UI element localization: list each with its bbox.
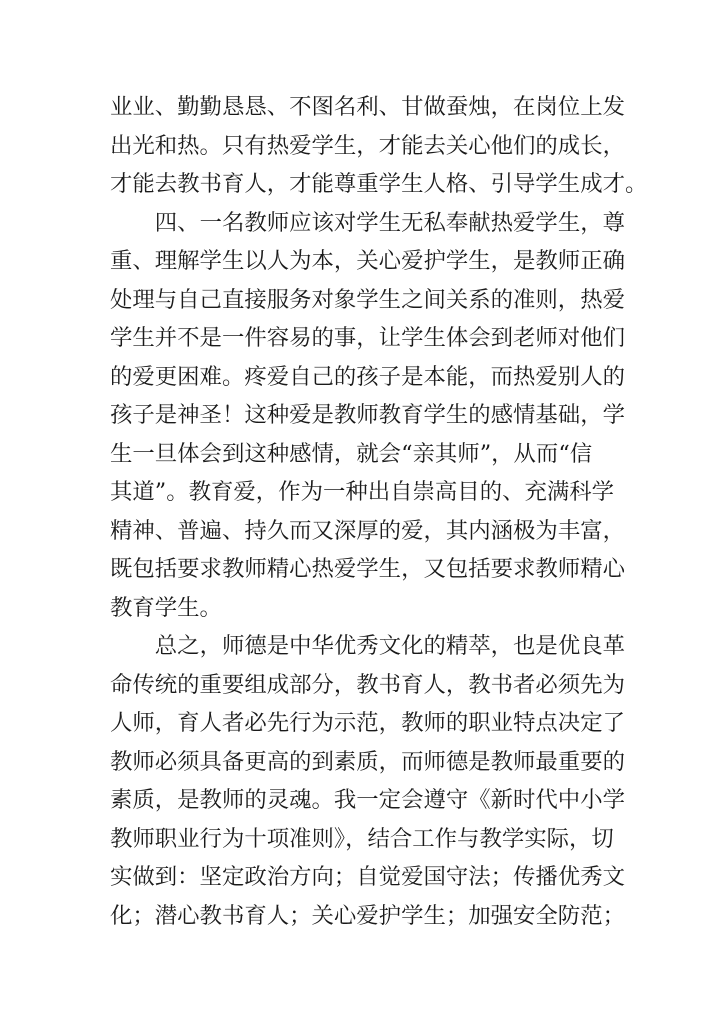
text-line: 精神、普遍、持久而又深厚的爱，其内涵极为丰富， — [110, 517, 625, 544]
text-line: 教师职业行为十项准则》，结合工作与教学实际，切 — [110, 825, 614, 852]
text-line: 的爱更困难。疼爱自己的孩子是本能，而热爱别人的 — [110, 363, 625, 390]
text-line: 其道”。教育爱，作为一种出自崇高目的、充满科学 — [110, 479, 615, 505]
text-line: 才能去教书育人，才能尊重学生人格、引导学生成才。 — [110, 171, 648, 197]
text-line: 教育学生。 — [110, 594, 222, 621]
text-line: 总之，师德是中华优秀文化的精萃，也是优良革 — [154, 633, 625, 659]
text-line: 人师，育人者必先行为示范，教师的职业特点决定了 — [110, 710, 625, 736]
text-line: 处理与自己直接服务对象学生之间关系的准则，热爱 — [110, 286, 625, 313]
body-text — [110, 88, 648, 935]
paragraph-conclusion — [110, 627, 625, 935]
text-line: 生一旦体会到这种感情，就会“亲其师”，从而“信 — [110, 440, 593, 467]
text-line: 四、一名教师应该对学生无私奉献热爱学生，尊 — [154, 209, 625, 236]
text-line: 实做到：坚定政治方向；自觉爱国守法；传播优秀文 — [110, 864, 625, 890]
text-line: 学生并不是一件容易的事，让学生体会到老师对他们 — [110, 325, 625, 351]
text-line: 教师必须具备更高的到素质，而师德是教师最重要的 — [110, 748, 625, 775]
text-line: 重、理解学生以人为本，关心爱护学生，是教师正确 — [110, 248, 625, 274]
text-line: 孩子是神圣！这种爱是教师教育学生的感情基础，学 — [110, 402, 625, 428]
text-line: 出光和热。只有热爱学生，才能去关心他们的成长， — [110, 132, 625, 159]
text-line: 素质，是教师的灵魂。我一定会遵守《新时代中小学 — [110, 787, 625, 813]
paragraph-continuation — [110, 88, 648, 204]
text-line: 化；潜心教书育人；关心爱护学生；加强安全防范； — [110, 902, 625, 929]
text-line: 命传统的重要组成部分，教书育人，教书者必须先为 — [110, 671, 625, 698]
text-line: 业业、勤勤恳恳、不图名利、甘做蚕烛，在岗位上发 — [110, 94, 625, 120]
text-line: 既包括要求教师精心热爱学生，又包括要求教师精心 — [110, 556, 625, 582]
paragraph-section-four — [110, 204, 625, 628]
